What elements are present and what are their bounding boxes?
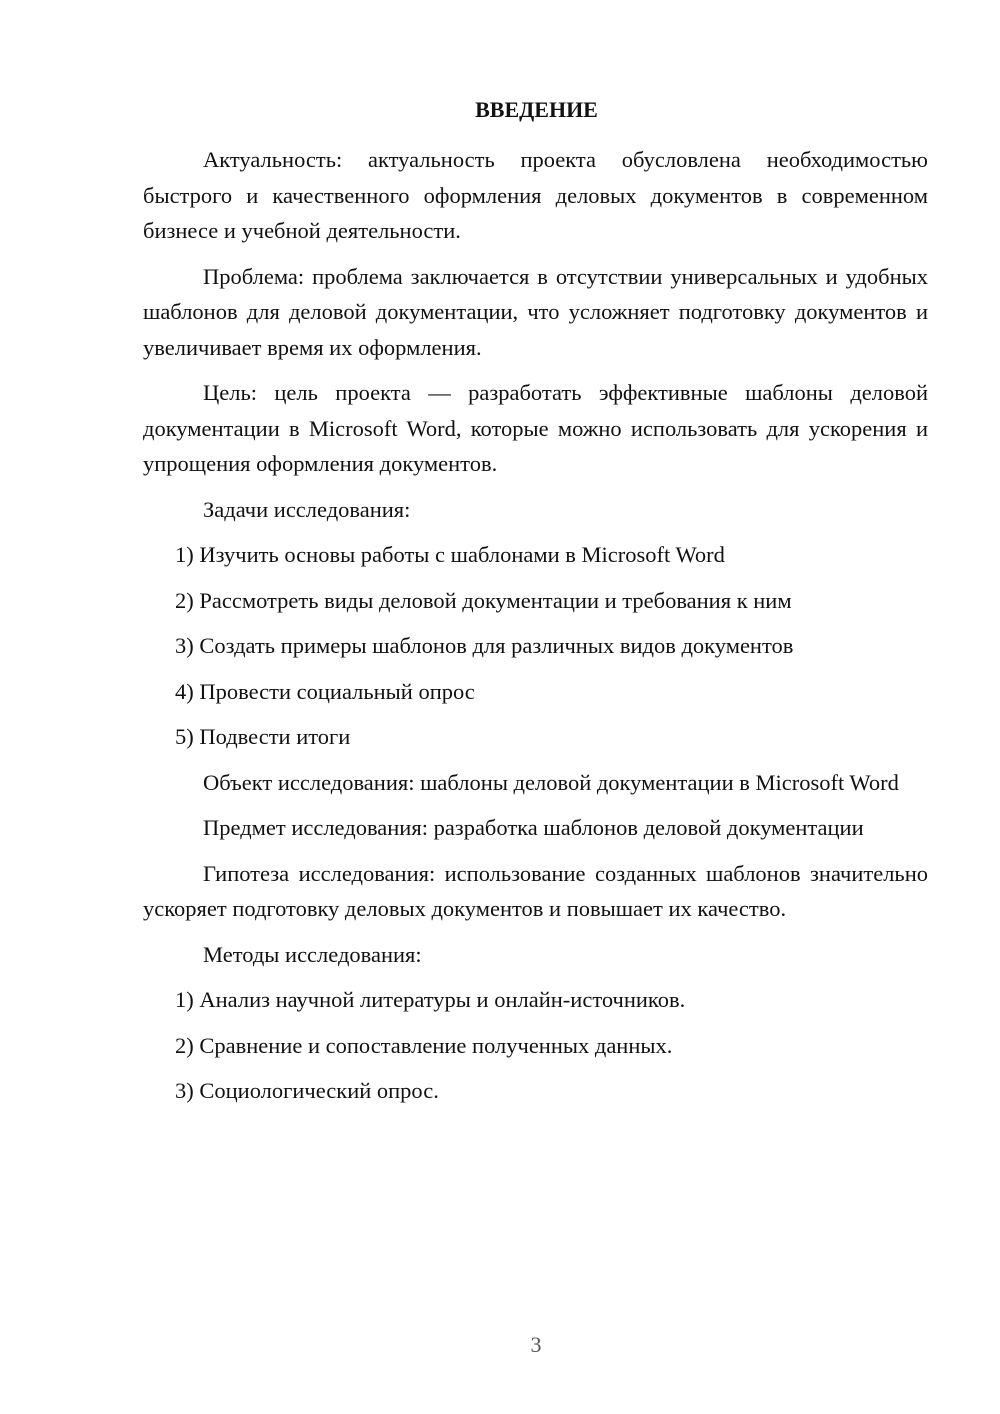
tasks-heading: Задачи исследования:	[203, 496, 411, 522]
goal-paragraph: Цель: цель проекта — разработать эффективные шаблоны деловой документации в Microsoft Word, которые можно использовать для ускорения и упрощения оформления документов.	[143, 380, 928, 476]
list-item: 3) Создать примеры шаблонов для различных видов документов	[175, 633, 794, 658]
list-item: 1) Анализ научной литературы и онлайн-источников.	[175, 987, 686, 1012]
methods-heading: Методы исследования:	[203, 941, 422, 967]
list-item: 5) Подвести итоги	[175, 724, 351, 749]
section-title: ВВЕДЕНИЕ	[475, 97, 598, 122]
subject-paragraph: Предмет исследования: разработка шаблонов деловой документации	[203, 815, 864, 840]
tasks-list	[143, 537, 928, 755]
page-content	[143, 92, 928, 1119]
page-number: 3	[530, 1332, 542, 1357]
relevance-paragraph: Актуальность: актуальность проекта обусловлена необходимостью быстрого и качественного оформления деловых документов в современном бизнесе и учебной деятельности.	[143, 147, 928, 243]
problem-paragraph: Проблема: проблема заключается в отсутствии универсальных и удобных шаблонов для деловой документации, что усложняет подготовку документов и увеличивает время их оформления.	[143, 263, 928, 360]
list-item: 4) Провести социальный опрос	[175, 678, 475, 704]
methods-list	[143, 982, 928, 1109]
list-item: 3) Социологический опрос.	[175, 1078, 439, 1103]
list-item: 2) Сравнение и сопоставление полученных данных.	[175, 1032, 673, 1058]
object-paragraph: Объект исследования: шаблоны деловой документации в Microsoft Word	[203, 769, 899, 795]
list-item: 2) Рассмотреть виды деловой документации и требования к ним	[175, 587, 792, 613]
hypothesis-paragraph: Гипотеза исследования: использование созданных шаблонов значительно ускоряет подготовку деловых документов и повышает их качество.	[143, 860, 928, 921]
list-item: 1) Изучить основы работы с шаблонами в Microsoft Word	[175, 542, 725, 567]
